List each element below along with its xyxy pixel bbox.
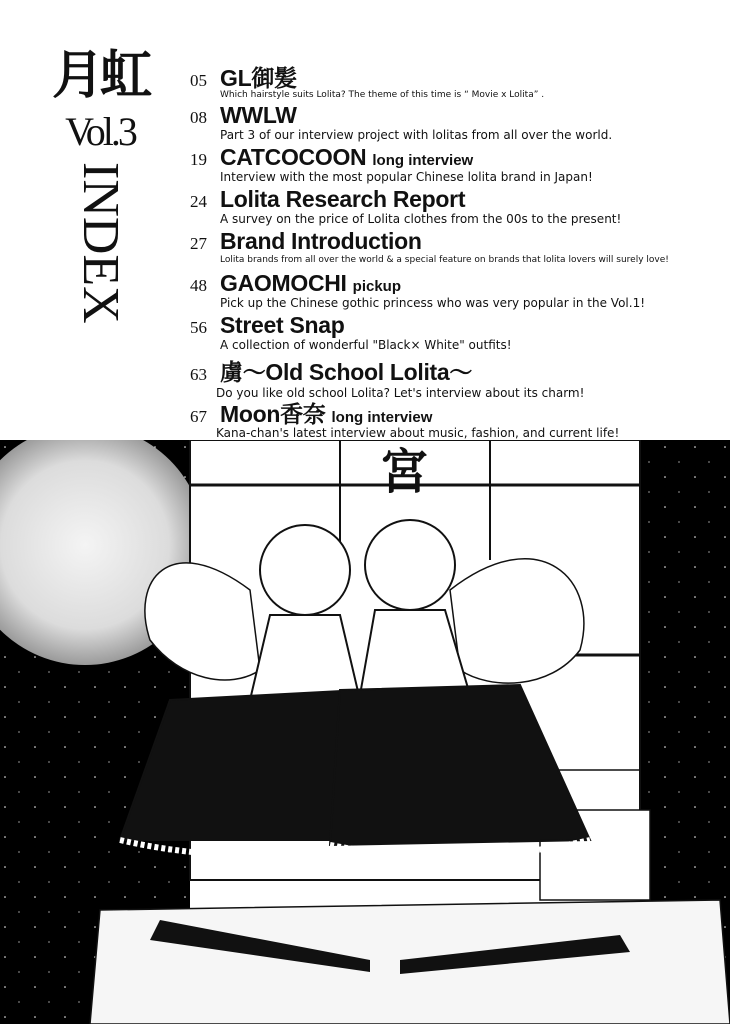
toc-tag: pickup xyxy=(352,278,401,295)
toc-description: Lolita brands from all over the world & a special feature on brands that lolita lovers will surely love! xyxy=(220,255,669,265)
toc-page-number: 48 xyxy=(190,276,207,295)
toc-entry[interactable] xyxy=(190,228,710,270)
toc-page-number: 19 xyxy=(190,150,207,169)
index-heading xyxy=(72,162,136,352)
toc-entry[interactable] xyxy=(190,60,710,102)
toc-page-number: 24 xyxy=(190,192,207,211)
toc-tag: long interview xyxy=(372,152,474,169)
toc-page-number: 27 xyxy=(190,234,207,253)
toc-description: Which hairstyle suits Lolita? The theme of this time is “ Movie x Lolita” . xyxy=(220,90,545,100)
toc-entry[interactable] xyxy=(190,312,710,354)
toc-entry[interactable] xyxy=(190,396,710,438)
toc-title: Moon香奈 xyxy=(220,401,326,427)
toc-page-number: 56 xyxy=(190,318,207,337)
toc-description: A survey on the price of Lolita clothes from the 00s to the present! xyxy=(220,212,622,226)
toc-description: Do you like old school Lolita? Let's interview about its charm! xyxy=(216,386,585,400)
toc-title: CATCOCOON xyxy=(220,144,367,170)
toc-title: Street Snap xyxy=(220,312,345,338)
toc-title: WWLW xyxy=(220,102,297,128)
toc-page-number: 05 xyxy=(190,71,207,90)
toc-entry[interactable] xyxy=(190,186,710,228)
toc-description: Pick up the Chinese gothic princess who was very popular in the Vol.1! xyxy=(220,296,646,310)
toc-title: Lolita Research Report xyxy=(220,186,466,212)
illustration-svg xyxy=(0,440,730,1024)
toc-description: Interview with the most popular Chinese lolita brand in Japan! xyxy=(220,170,593,184)
toc-entry[interactable] xyxy=(190,354,710,400)
toc-title: Brand Introduction xyxy=(220,228,422,254)
toc-title: GAOMOCHI xyxy=(220,270,347,296)
toc-page-number: 08 xyxy=(190,108,207,127)
volume-label: Vol.3 xyxy=(65,109,135,154)
toc-description: A collection of wonderful "Black× White" outfits! xyxy=(220,338,512,352)
cover-illustration xyxy=(0,440,730,1024)
kanji-sign: 宮 xyxy=(380,444,429,500)
masthead xyxy=(40,45,160,154)
index-heading-text: INDEX xyxy=(72,162,129,324)
right-wing xyxy=(450,559,584,683)
right-girl-head xyxy=(365,520,455,610)
toc-entry[interactable] xyxy=(190,102,710,144)
left-girl-head xyxy=(260,525,350,615)
toc-title: GL御髪 xyxy=(220,65,297,91)
toc-tag: long interview xyxy=(331,409,433,426)
toc-entry[interactable] xyxy=(190,270,710,312)
toc-description: Kana-chan's latest interview about music, fashion, and current life! xyxy=(216,426,620,440)
toc-title: 虜～Old School Lolita～ xyxy=(220,359,473,385)
left-girl-blouse xyxy=(250,615,360,700)
toc-page-number: 63 xyxy=(190,365,207,384)
magazine-title: 月虹 xyxy=(51,45,148,106)
toc-description: Part 3 of our interview project with lolitas from all over the world. xyxy=(220,128,613,142)
toc-page-number: 67 xyxy=(190,407,207,426)
table-of-contents xyxy=(190,60,710,438)
toc-entry[interactable] xyxy=(190,144,710,186)
